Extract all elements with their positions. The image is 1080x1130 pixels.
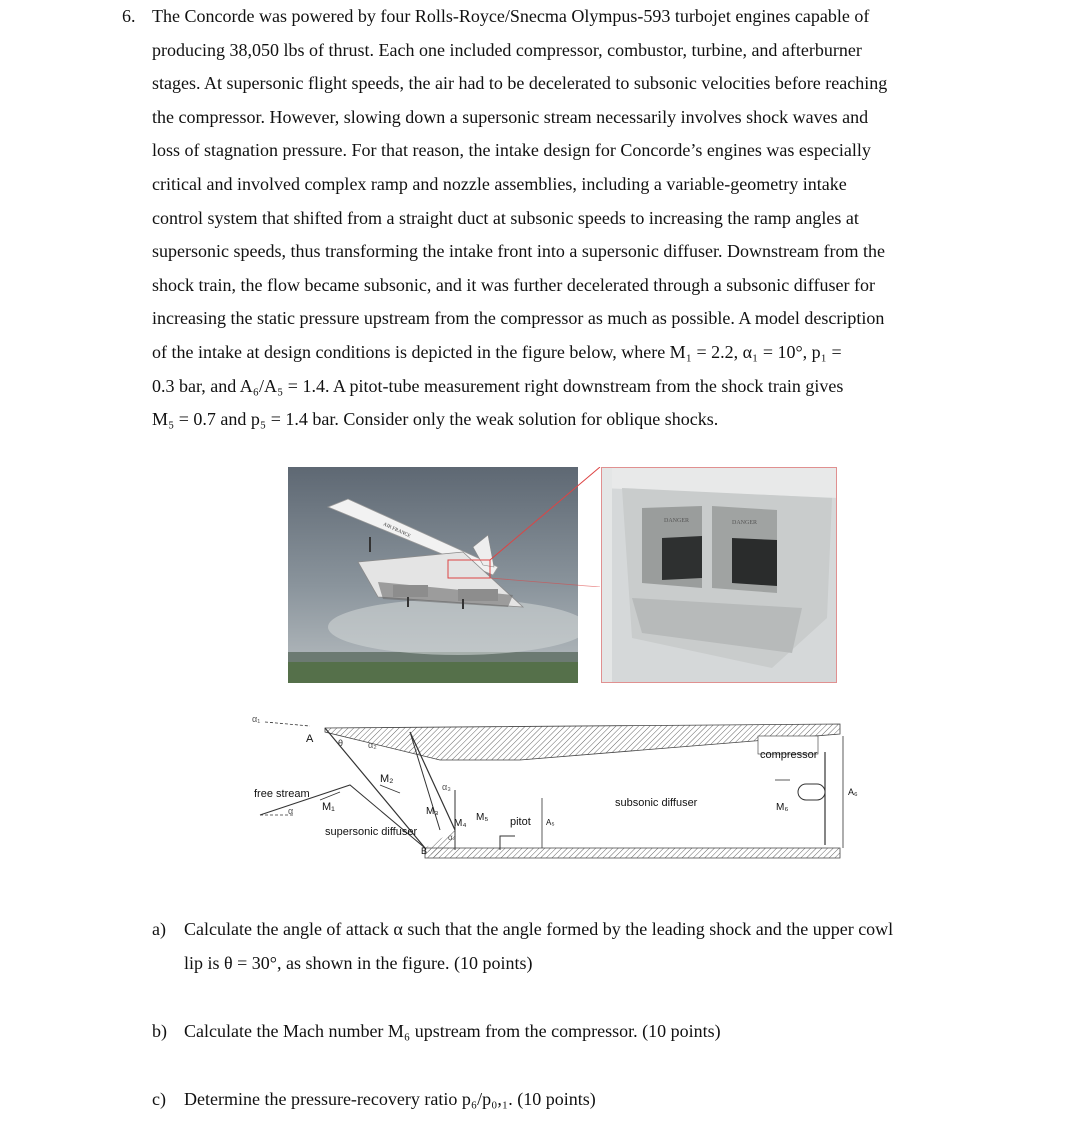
- label-compressor: compressor: [760, 749, 818, 761]
- label-a6: A₆: [848, 787, 858, 797]
- question-line: Calculate the angle of attack α such that the angle formed by the leading shock and the upper cowl: [184, 919, 894, 939]
- question-line: Determine the pressure-recovery ratio p₆/p₀,₁. (10 points): [184, 1089, 596, 1109]
- problem-line: critical and involved complex ramp and nozzle assemblies, including a variable-geometry intake: [152, 173, 847, 194]
- label-point-b: B: [421, 846, 428, 856]
- problem-line: The Concorde was powered by four Rolls-Royce/Snecma Olympus-593 turbojet engines capable of: [152, 6, 870, 26]
- danger-label: DANGER: [732, 520, 757, 526]
- problem-line: control system that shifted from a straight duct at subsonic speeds to increasing the ramp angles at: [152, 207, 859, 228]
- problem-text: [152, 0, 952, 437]
- problem-line: stages. At supersonic flight speeds, the air had to be decelerated to subsonic velocities before reaching: [152, 73, 888, 94]
- problem-line: increasing the static pressure upstream from the compressor as much as possible. A model description: [152, 308, 885, 329]
- label-m4: M₄: [454, 818, 467, 829]
- problem-number: 6.: [122, 6, 136, 26]
- label-supersonic-diffuser: supersonic diffuser: [325, 826, 418, 838]
- label-m6: M₆: [776, 802, 789, 813]
- label-alpha4: α₄: [448, 833, 456, 842]
- question-line: lip is θ = 30°, as shown in the figure. (10 points): [184, 953, 533, 973]
- question-label: a): [152, 919, 166, 939]
- label-alpha3: α₃: [442, 782, 451, 792]
- question-a: [152, 912, 962, 980]
- livery-text: AIR FRANCE: [382, 522, 412, 540]
- label-alpha1: α₁: [252, 714, 261, 724]
- question-label: c): [152, 1089, 166, 1109]
- problem-line: shock train, the flow became subsonic, and it was further decelerated through a subsonic diffuser for: [152, 274, 875, 295]
- label-a5: A₅: [546, 818, 555, 827]
- label-alpha2: α₂: [368, 740, 377, 750]
- label-m2: M₂: [380, 773, 394, 785]
- question-b: [152, 1014, 962, 1048]
- problem-line: of the intake at design conditions is depicted in the figure below, where M₁ = 2.2, α₁ = 10°, p₁ =: [152, 341, 842, 362]
- label-subsonic-diffuser: subsonic diffuser: [615, 797, 698, 809]
- question-line: Calculate the Mach number M₆ upstream from the compressor. (10 points): [184, 1021, 721, 1041]
- intake-diagram: [240, 700, 860, 870]
- danger-label: DANGER: [664, 518, 689, 524]
- problem-line: 0.3 bar, and A₆/A₅ = 1.4. A pitot-tube measurement right downstream from the shock train gives: [152, 375, 844, 396]
- problem-line: the compressor. However, slowing down a supersonic stream necessarily involves shock waves and: [152, 106, 869, 127]
- problem-line: supersonic speeds, thus transforming the intake front into a supersonic diffuser. Downstream from the: [152, 241, 886, 262]
- label-pitot: pitot: [510, 816, 531, 828]
- intake-closeup-photo: [601, 467, 837, 683]
- question-label: b): [152, 1021, 167, 1041]
- label-m1: M₁: [322, 801, 335, 813]
- problem-line: loss of stagnation pressure. For that reason, the intake design for Concorde’s engines was especially: [152, 140, 871, 161]
- label-point-a: A: [306, 733, 314, 745]
- label-free-stream: free stream: [254, 788, 310, 800]
- label-alpha: α: [288, 806, 294, 816]
- concorde-photos: [288, 467, 838, 683]
- question-c: [152, 1082, 962, 1116]
- problem-line: producing 38,050 lbs of thrust. Each one included compressor, combustor, turbine, and afterburner: [152, 39, 862, 60]
- problem-line: M₅ = 0.7 and p₅ = 1.4 bar. Consider only the weak solution for oblique shocks.: [152, 409, 719, 430]
- label-m5: M₅: [476, 812, 489, 823]
- label-m3: M₃: [426, 806, 439, 817]
- label-theta: θ: [338, 738, 344, 748]
